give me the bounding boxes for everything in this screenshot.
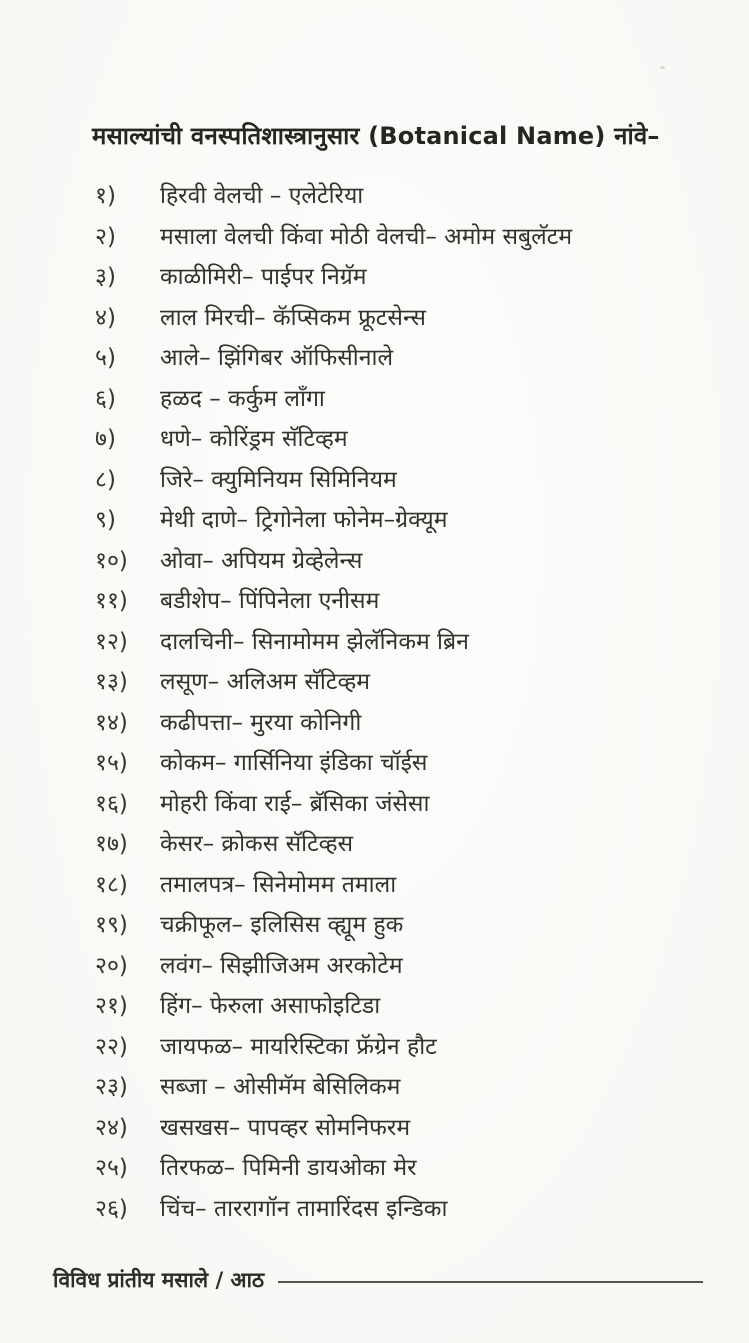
- list-item: [95, 257, 709, 298]
- page-footer: [53, 1266, 703, 1294]
- item-number: २६): [95, 1195, 128, 1222]
- item-text: हिरवी वेलची – एलेटेरिया: [160, 183, 364, 209]
- item-text: तमालपत्र– सिनेमोमम तमाला: [160, 871, 397, 898]
- item-number: १९): [95, 912, 128, 938]
- scan-speck: [660, 66, 665, 69]
- item-text: तिरफळ– पिमिनी डायओका मेर: [160, 1155, 417, 1181]
- item-number: १८): [95, 871, 128, 898]
- list-item: [95, 460, 709, 501]
- item-number: ९): [95, 507, 116, 533]
- item-text: मोहरी किंवा राई– ब्रॅसिका जंसेसा: [160, 790, 430, 817]
- list-item: [95, 946, 709, 987]
- list-item: [95, 662, 709, 703]
- item-text: चिंच– ताररागॉन तामारिंदस इन्डिका: [160, 1195, 448, 1222]
- item-number: ८): [95, 466, 116, 493]
- list-item: [95, 581, 709, 622]
- item-text: सब्जा – ओसीमॅम बेसिलिकम: [160, 1074, 401, 1100]
- item-text: लसूण– अलिअम सॅटिव्हम: [160, 669, 371, 695]
- item-number: २५): [95, 1155, 128, 1181]
- item-text: दालचिनी– सिनामोमम झेलॅनिकम ब्रिन: [160, 628, 469, 655]
- list-item: [95, 865, 709, 906]
- item-number: १६): [95, 790, 128, 817]
- list-item: [95, 217, 709, 258]
- footer-rule: [278, 1281, 703, 1283]
- list-item: [95, 541, 709, 582]
- item-text: कोकम– गार्सिनिया इंडिका चॉईस: [160, 750, 428, 776]
- list-item: [95, 986, 709, 1027]
- item-number: १७): [95, 831, 128, 857]
- item-number: १): [95, 183, 116, 209]
- item-number: ४): [95, 304, 116, 331]
- list-item: [95, 500, 709, 541]
- list-item: [95, 1067, 709, 1108]
- item-text: आले– झिंगिबर ऑफिसीनाले: [160, 345, 394, 371]
- list-item: [95, 824, 709, 865]
- item-text: काळीमिरी– पाईपर निग्रॅम: [160, 264, 367, 290]
- item-number: ५): [95, 345, 116, 371]
- item-number: ६): [95, 385, 116, 412]
- item-text: मेथी दाणे– ट्रिगोनेला फोनेम–ग्रेक्यूम: [160, 507, 448, 533]
- item-number: २२): [95, 1033, 128, 1060]
- item-text: खसखस– पापव्हर सोमनिफरम: [160, 1114, 411, 1141]
- item-number: ११): [95, 588, 128, 614]
- list-item: [95, 1148, 709, 1189]
- item-number: २३): [95, 1074, 128, 1100]
- list-item: [95, 743, 709, 784]
- item-text: लाल मिरची– कॅप्सिकम फ्रूटसेन्स: [160, 304, 426, 331]
- item-text: हळद – कर्कुम लाँगा: [160, 385, 325, 412]
- item-text: जायफळ– मायरिस्टिका फ्रॅग्रेन हौट: [160, 1033, 437, 1060]
- list-item: [95, 622, 709, 663]
- item-number: २): [95, 223, 116, 250]
- item-number: २०): [95, 952, 128, 979]
- item-number: १३): [95, 669, 128, 695]
- page-title: मसाल्यांची वनस्पतिशास्त्रानुसार (Botanical Name) नांवे–: [92, 122, 660, 151]
- list-item: [95, 298, 709, 339]
- list-item: [95, 379, 709, 420]
- list-item: [95, 1189, 709, 1230]
- list-item: [95, 784, 709, 825]
- item-text: जिरे– क्युमिनियम सिमिनियम: [160, 466, 397, 493]
- item-text: मसाला वेलची किंवा मोठी वेलची– अमोम सबुलॅटम: [160, 223, 573, 250]
- item-number: १२): [95, 628, 128, 655]
- item-number: १०): [95, 547, 128, 574]
- list-item: [95, 703, 709, 744]
- item-number: २४): [95, 1114, 128, 1141]
- item-text: केसर– क्रोकस सॅटिव्हस: [160, 831, 354, 857]
- item-number: १५): [95, 750, 128, 776]
- list-item: [95, 338, 709, 379]
- item-number: ३): [95, 264, 116, 290]
- item-text: ओवा– अपियम ग्रेव्हेलेन्स: [160, 547, 363, 574]
- list-item: [95, 905, 709, 946]
- item-text: कढीपत्ता– मुरया कोनिगी: [160, 709, 362, 736]
- footer-text: विविध प्रांतीय मसाले / आठ: [53, 1268, 265, 1292]
- list-item: [95, 1108, 709, 1149]
- item-text: धणे– कोरिंड्रम सॅटिव्हम: [160, 426, 348, 452]
- item-text: लवंग– सिझीजिअम अरकोटेम: [160, 952, 403, 979]
- item-number: २१): [95, 993, 128, 1019]
- list-item: [95, 419, 709, 460]
- list-item: [95, 1027, 709, 1068]
- item-text: हिंग– फेरुला असाफोइटिडा: [160, 993, 381, 1019]
- item-number: १४): [95, 709, 128, 736]
- list-item: [95, 176, 709, 217]
- item-number: ७): [95, 426, 116, 452]
- spice-list: [95, 176, 709, 1229]
- item-text: चक्रीफूल– इलिसिस व्ह्यूम हुक: [160, 912, 404, 938]
- item-text: बडीशेप– पिंपिनेला एनीसम: [160, 588, 380, 614]
